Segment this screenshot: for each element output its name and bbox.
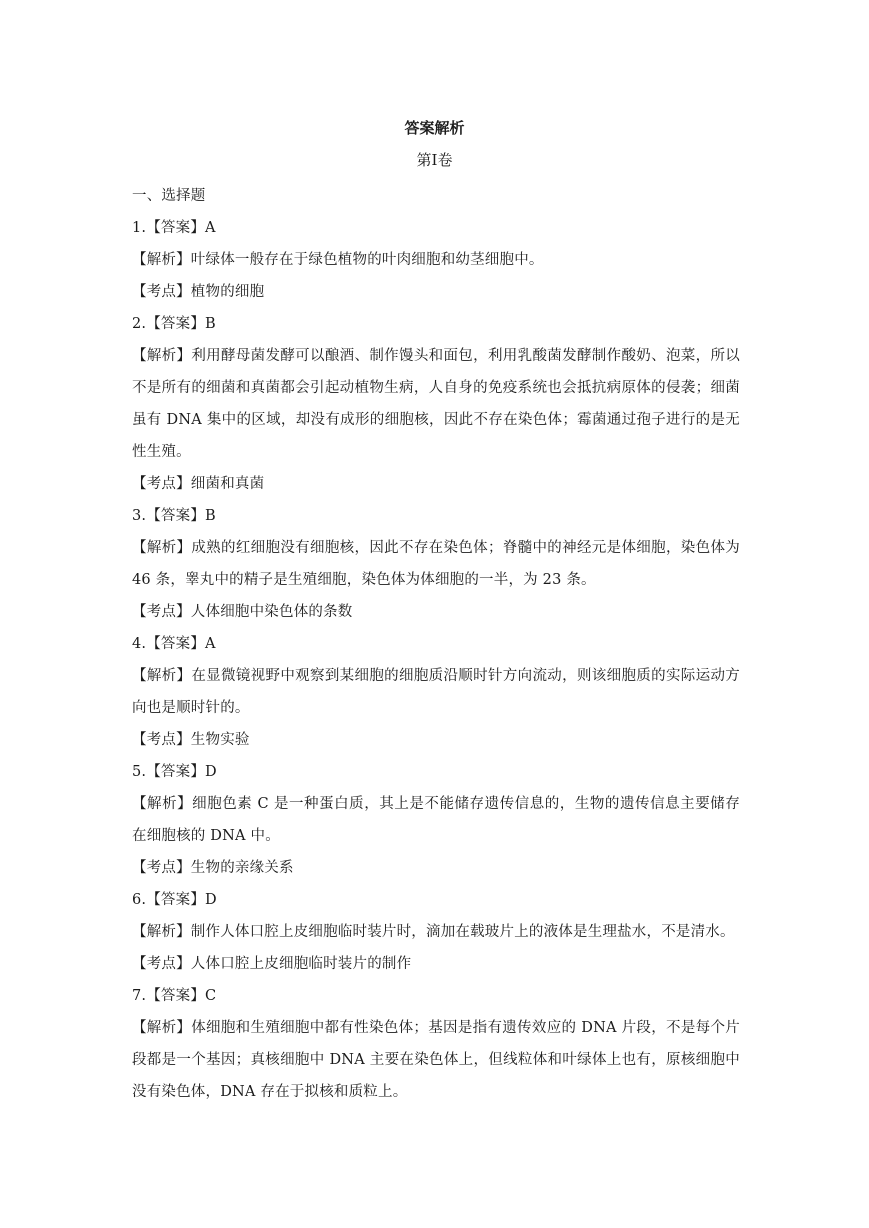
topic-6: 【考点】人体口腔上皮细胞临时装片的制作 <box>132 956 412 972</box>
answer-line-2: 2.【答案】B <box>132 316 216 332</box>
topic-1: 【考点】植物的细胞 <box>132 284 265 300</box>
answer-line-1: 1.【答案】A <box>132 220 216 236</box>
answer-line-6: 6.【答案】D <box>132 892 217 908</box>
answer-line-7: 7.【答案】C <box>132 988 217 1004</box>
analysis-3: 【解析】成熟的红细胞没有细胞核，因此不存在染色体；脊髓中的神经元是体细胞，染色体为 46 条，睾丸中的精子是生殖细胞，染色体为体细胞的一半，为 23 条。 <box>132 540 740 588</box>
topic-4: 【考点】生物实验 <box>132 732 250 748</box>
answer-content <box>132 180 740 1108</box>
page-title: 答案解析 <box>404 119 465 137</box>
volume-heading: 第Ⅰ卷 <box>416 151 453 169</box>
answer-line-3: 3.【答案】B <box>132 508 216 524</box>
answer-line-4: 4.【答案】A <box>132 636 216 652</box>
analysis-5: 【解析】细胞色素 C 是一种蛋白质，其上是不能储存遗传信息的，生物的遗传信息主要储存在细胞核的 DNA 中。 <box>132 796 740 844</box>
answer-line-5: 5.【答案】D <box>132 764 217 780</box>
analysis-4: 【解析】在显微镜视野中观察到某细胞的细胞质沿顺时针方向流动，则该细胞质的实际运动方向也是顺时针的。 <box>132 668 740 716</box>
analysis-6: 【解析】制作人体口腔上皮细胞临时装片时，滴加在载玻片上的液体是生理盐水，不是清水。 <box>132 924 735 940</box>
topic-3: 【考点】人体细胞中染色体的条数 <box>132 604 353 620</box>
section-heading: 一、选择题 <box>132 188 206 204</box>
analysis-7: 【解析】体细胞和生殖细胞中都有性染色体；基因是指有遗传效应的 DNA 片段，不是每个片段都是一个基因；真核细胞中 DNA 主要在染色体上，但线粒体和叶绿体上也有，原核细胞中没有染色体，DNA 存在于拟核和质粒上。 <box>132 1020 740 1100</box>
analysis-1: 【解析】叶绿体一般存在于绿色植物的叶肉细胞和幼茎细胞中。 <box>132 252 544 268</box>
topic-2: 【考点】细菌和真菌 <box>132 476 265 492</box>
analysis-2: 【解析】利用酵母菌发酵可以酿酒、制作馒头和面包，利用乳酸菌发酵制作酸奶、泡菜，所以不是所有的细菌和真菌都会引起动植物生病，人自身的免疫系统也会抵抗病原体的侵袭；细菌虽有 DNA 集中的区域，却没有成形的细胞核，因此不存在染色体；霉菌通过孢子进行的是无性生殖。 <box>132 348 740 460</box>
topic-5: 【考点】生物的亲缘关系 <box>132 860 294 876</box>
